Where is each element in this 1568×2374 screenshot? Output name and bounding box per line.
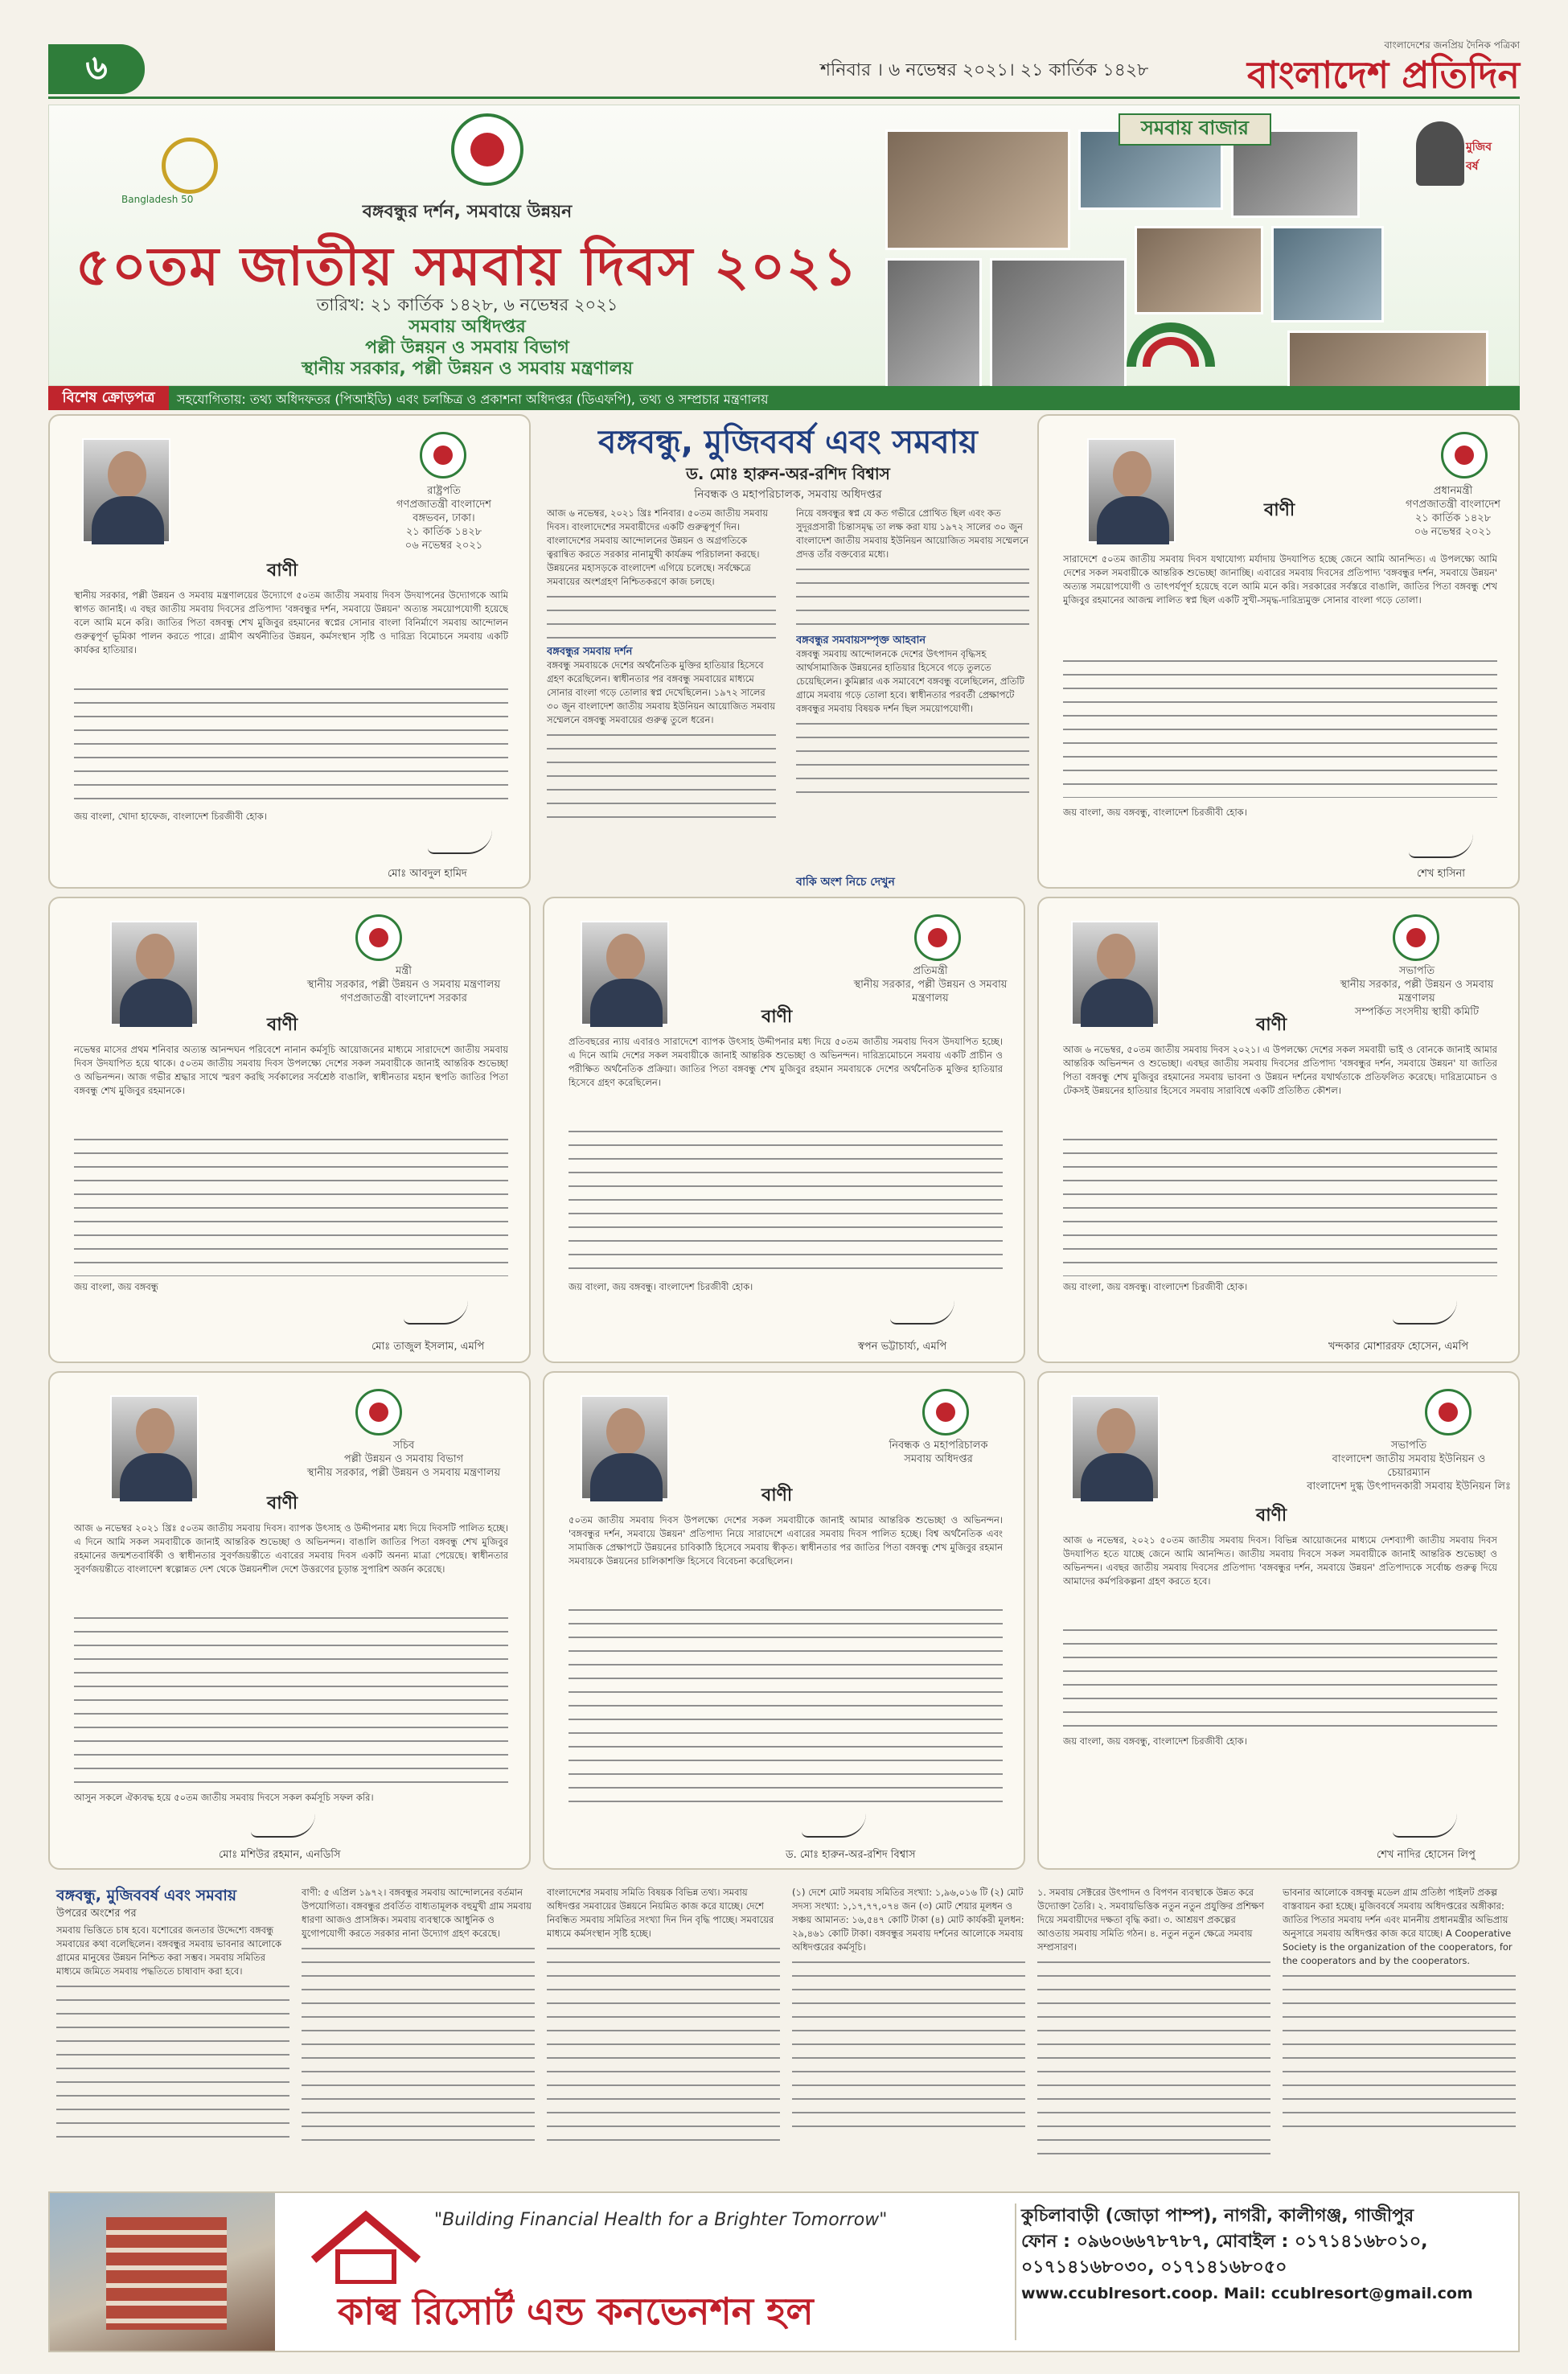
article-subhead: বঙ্গবন্ধুর সমবায়সম্পৃক্ত আহবান <box>796 635 926 647</box>
state-minister-photo <box>581 921 669 1025</box>
signature-mark-icon <box>1393 1300 1457 1325</box>
ad-divider <box>1015 2204 1016 2340</box>
cooperative-union-chair-photo <box>1071 1395 1160 1500</box>
bottom-article-paragraph: ১. সমবায় সেক্টরের উৎপাদন ও বিপণন ব্যবস্থাকে উন্নত করে উদ্যোক্তা তৈরি। ২. সমবায়ভিত্তিক নতুন নতুন প্রযুক্তির প্রশিক্ষণ দিয়ে সমবায়ীদের দক্ষতা বৃদ্ধি করা। ৩. আশ্রয়ণ প্রকল্পের আওতায় সমবায় সমিতি গঠন। ৪. নতুন নতুন ক্ষেত্রে সমবায় সম্প্রসারণ। <box>1037 1887 1265 1953</box>
bottom-article-paragraph: বাংলাদেশের সমবায় সমিতি বিষয়ক বিভিন্ন তথ্য। সমবায় অধিদপ্তর সমবায়ের উন্নয়নে নিয়মিত কাজ করে যাচ্ছে। দেশে নিবন্ধিত সমবায় সমিতির সংখ্যা দিন দিন বৃদ্ধি পাচ্ছে। সমবায়ের মাধ্যমে কর্মসংস্থান সৃষ্টি হচ্ছে। <box>547 1887 774 1939</box>
parliamentary-chair-signature: খন্দকার মোশাররফ হোসেন, এমপি <box>1328 1341 1469 1353</box>
brand-name: বাংলাদেশ প্রতিদিন <box>1246 53 1520 97</box>
text-lines <box>792 1954 1025 2139</box>
state-minister-seal-icon <box>914 914 961 961</box>
secretary-message-body: আজ ৬ নভেম্বর ২০২১ খ্রিঃ ৫০তম জাতীয় সমবায় দিবস। ব্যাপক উৎসাহ ও উদ্দীপনার মধ্য দিয়ে দিবসটি পালিত হচ্ছে। এ দিনে আমি সকল সমবায়ীকে জানাই আন্তরিক শুভেচ্ছা ও অভিনন্দন। বাঙালি জাতির পিতা বঙ্গবন্ধু শেখ মুজিবুর রহমানের জন্মশতবার্ষিকী ও স্বাধীনতার সুবর্ণজয়ন্তীতে এবারের সমবায় দিবস একটি অনন্য মাত্রা পেয়েছে। স্বাধীনতার সুবর্ণজয়ন্তীতে বাংলাদেশ স্বল্পোন্নত দেশ থেকে উন্নয়নশীল দেশে উত্তরণের চূড়ান্ত সুপারিশ অর্জন করেছে। <box>74 1522 508 1575</box>
title-line: রাষ্ট্রপতি <box>427 485 461 497</box>
banner-org-3: স্থানীয় সরকার, পল্লী উন্নয়ন ও সমবায় মন্ত্রণালয় <box>302 359 633 379</box>
portrait-icon <box>1416 121 1464 186</box>
title-line: সম্পর্কিত সংসদীয় স্থায়ী কমিটি <box>1354 1006 1480 1018</box>
bani-heading: বাণী <box>267 1493 298 1514</box>
collage-photo <box>1271 226 1384 322</box>
registrar-signature: ড. মোঃ হারুন-অর-রশিদ বিশ্বাস <box>786 1849 916 1861</box>
president-seal-icon <box>420 432 466 478</box>
article-title: বঙ্গবন্ধু, মুজিববর্ষ এবং সমবায় <box>598 424 978 461</box>
title-line: সভাপতি <box>1390 1440 1427 1452</box>
text-lines <box>302 1941 535 2142</box>
parliamentary-chair-footer: জয় বাংলা, জয় বঙ্গবন্ধু। বাংলাদেশ চিরজীবী হোক। <box>1063 1281 1248 1292</box>
title-line: স্থানীয় সরকার, পল্লী উন্নয়ন ও সমবায় মন্ত্রণালয় <box>306 979 501 991</box>
cooperative-union-title <box>1296 1439 1520 1493</box>
signature-mark-icon <box>251 1813 315 1838</box>
title-line: সমবায় অধিদপ্তর <box>904 1453 973 1465</box>
pm-message-body: সারাদেশে ৫০তম জাতীয় সমবায় দিবস যথাযোগ্য মর্যাদায় উদযাপিত হচ্ছে জেনে আমি আনন্দিত। এ উপলক্ষ্যে আমি দেশের সকল সমবায়ীকে আন্তরিক শুভেচ্ছা জানাচ্ছি। এবারের সমবায় দিবসের প্রতিপাদ্য 'বঙ্গবন্ধুর দর্শন, সমবায়ে উন্নয়ন' অত্যন্ত সময়োপযোগী ও তাৎপর্যপূর্ণ হয়েছে বলে আমি মনে করি। সরকারের সর্বস্তরে বাঙালি, জাতির পিতা বঙ্গবন্ধু শেখ মুজিবুর রহমানের আজন্ম লালিত স্বপ্ন ছিল একটি সুখী-সমৃদ্ধ-দারিদ্র্যমুক্ত সোনার বাংলা গড়ে তোলা। <box>1063 553 1497 606</box>
text-lines <box>569 1123 1003 1276</box>
banner-title: ৫০তম জাতীয় সমবায় দিবস ২০২১ <box>76 236 859 298</box>
parliamentary-chair-photo <box>1071 921 1160 1025</box>
bottom-article-title: বঙ্গবন্ধু, মুজিববর্ষ এবং সমবায় <box>56 1887 237 1904</box>
title-line: সভাপতি <box>1398 965 1435 977</box>
minister-photo <box>110 921 199 1025</box>
collage-photo-bangabandhu <box>990 258 1127 395</box>
text-lines <box>74 1132 508 1276</box>
signature-mark-icon <box>1409 834 1473 858</box>
title-line: চেয়ারম্যান <box>1387 1467 1430 1479</box>
article-continued: বাকি অংশ নিচে দেখুন <box>796 876 895 889</box>
bottom-article-column <box>56 1924 289 2181</box>
bottom-article-paragraph: বাণী: ৫ এপ্রিল ১৯৭২। বঙ্গবন্ধুর সমবায় আন্দোলনের বর্তমান উপযোগিতা। বঙ্গবন্ধুর প্রবর্তিত বাধ্যতামূলক বহুমুখী গ্রাম সমবায় ধারণা আজও প্রাসঙ্গিক। সমবায় ব্যবস্থাকে আধুনিক ও যুগোপযোগী করতে সরকার নানা উদ্যোগ গ্রহণ করেছে। <box>302 1887 532 1939</box>
title-line: বঙ্গভবন, ঢাকা। <box>413 512 475 524</box>
text-lines <box>74 1610 508 1787</box>
dateline: শনিবার । ৬ নভেম্বর ২০২১। ২১ কার্তিক ১৪২৮ <box>820 60 1149 80</box>
signature-mark-icon <box>428 830 492 854</box>
state-minister-message-card <box>543 897 1025 1363</box>
bottom-article-paragraph: (১) দেশে মোট সমবায় সমিতির সংখ্যা: ১,৯৬,০১৬ টি (২) মোট সদস্য সংখ্যা: ১,১৭,৭৭,০৭৪ জন (৩) মোট শেয়ার মূলধন ও সঞ্চয় আমানত: ১৬,৫৪৭ কোটি টাকা (৪) মোট কার্যকরী মূলধন: ২৯,৪৬১ কোটি টাকা। বঙ্গবন্ধুর সমবায় দর্শনের আলোকে সমবায় অধিদপ্তরের কর্মসূচি। <box>792 1887 1024 1953</box>
cooperative-union-seal-icon <box>1425 1389 1472 1435</box>
title-line: বাংলাদেশ জাতীয় সমবায় ইউনিয়ন ও <box>1332 1453 1486 1465</box>
cooperative-union-message-body: আজ ৬ নভেম্বর, ২০২১ ৫০তম জাতীয় সমবায় দিবস। বিভিন্ন আয়োজনের মাধ্যমে দেশব্যাপী জাতীয় সমবায় দিবস উদযাপিত হতে যাচ্ছে জেনে আমি আনন্দিত। জাতীয় সমবায় দিবসে সকল সমবায়ীকে জানাই আন্তরিক শুভেচ্ছা ও অভিনন্দন। এবছর জাতীয় সমবায় দিবসের প্রতিপাদ্য 'বঙ্গবন্ধুর দর্শন, সমবায়ে উন্নয়ন' প্রতিপাদ্যকে সর্বোচ্চ গুরুত্ব দিয়ে আমাদের কর্মপরিকল্পনা গ্রহণ করতে হবে। <box>1063 1534 1497 1587</box>
collage-photo <box>885 258 982 395</box>
bottom-article-paragraph: সমবায় ভিত্তিতে চাষ হবে। যশোরের জনতার উদ্দেশ্যে বঙ্গবন্ধু সমবায়ের কথা বলেছিলেন। বঙ্গবন্ধুর সমবায় ভাবনার আলোকে গ্রামের মানুষের উন্নয়ন নিশ্চিত করা সম্ভব। সমবায় সমিতির মাধ্যমে জমিতে সমবায় পদ্ধতিতে চাষাবাদ করা হবে। <box>56 1924 282 1977</box>
bani-heading: বাণী <box>267 1015 298 1035</box>
text-lines <box>547 727 776 824</box>
state-minister-footer: জয় বাংলা, জয় বঙ্গবন্ধু। বাংলাদেশ চিরজীবী হোক। <box>569 1281 753 1292</box>
title-line: সচিব <box>392 1440 415 1452</box>
state-minister-message-body: প্রতিবছরের ন্যায় এবারও সারাদেশে ব্যাপক উৎসাহ উদ্দীপনার মধ্য দিয়ে ৫০তম জাতীয় সমবায় দিবস উদযাপিত হচ্ছে। এ দিনে আমি দেশের সকল সমবায়ীকে জানাই আন্তরিক শুভেচ্ছা ও অভিনন্দন। দারিদ্র্যমোচনে সমবায় একটি প্রাচীন ও পরীক্ষিত অর্থনৈতিক প্রক্রিয়া। জাতির পিতা বঙ্গবন্ধু শেখ মুজিবুর রহমান সমবায়কে দেশের অর্থনৈতিক মুক্তির হাতিয়ার হিসেবে গ্রহণ করেছিলেন। <box>569 1036 1003 1088</box>
text-lines <box>1283 1968 1516 2129</box>
pm-photo <box>1087 438 1176 543</box>
collage-photo <box>1287 331 1488 395</box>
parliamentary-chair-title <box>1320 964 1513 1019</box>
minister-message-body: নভেম্বর মাসের প্রথম শনিবার অত্যন্ত আনন্দঘন পরিবেশে নানান কর্মসূচি আয়োজনের মাধ্যমে সারাদেশে জাতীয় সমবায় দিবস উদযাপিত হয়ে থাকে। ৫০তম জাতীয় সমবায় দিবস উপলক্ষ্যে দেশের সকল সমবায়ীকে জানাই আন্তরিক শুভেচ্ছা ও অভিনন্দন। আজ গভীর শ্রদ্ধার সাথে স্মরণ করছি সর্বকালের সর্বশ্রেষ্ঠ বাঙালি, স্বাধীনতার মহান স্থপতি জাতির পিতা বঙ্গবন্ধু শেখ মুজিবুর রহমানকে। <box>74 1044 508 1096</box>
president-message-card <box>48 414 531 889</box>
title-line: স্থানীয় সরকার, পল্লী উন্নয়ন ও সমবায় মন্ত্রণালয় <box>1340 979 1494 1004</box>
bani-heading: বাণী <box>267 561 298 581</box>
president-footer: জয় বাংলা, খোদা হাফেজ, বাংলাদেশ চিরজীবী হোক। <box>74 811 267 822</box>
bottom-article-column <box>792 1886 1025 2183</box>
collage-photo <box>1135 226 1263 314</box>
logo-ring-icon <box>162 138 218 194</box>
resort-building-photo <box>50 2193 275 2351</box>
supplement-banner <box>48 105 1520 386</box>
title-line: মন্ত্রী <box>396 965 412 977</box>
text-lines <box>1037 1954 1270 2155</box>
president-photo <box>82 438 170 543</box>
secretary-seal-icon <box>355 1389 402 1435</box>
pm-title <box>1385 484 1520 539</box>
article-paragraph: নিয়ে বঙ্গবন্ধুর স্বপ্ন যে কত গভীরে প্রোথিত ছিল এবং কত সুদূরপ্রসারী চিন্তাসমৃদ্ধ তা লক্ষ করা যায় ১৯৭২ সালের ৩০ জুন বাংলাদেশ জাতীয় সমবায় ইউনিয়ন আয়োজিত সমবায় সম্মেলনে প্রদত্ত তাঁর বক্তব্যের মধ্যে। <box>796 507 1029 560</box>
president-title <box>363 484 524 552</box>
text-lines <box>569 1602 1003 1803</box>
text-lines <box>1063 1622 1497 1727</box>
parliamentary-chair-message-body: আজ ৬ নভেম্বর, ৫০তম জাতীয় সমবায় দিবস ২০২১। এ উপলক্ষ্যে দেশের সকল সমবায়ী ভাই ও বোনকে জানাই আমার আন্তরিক অভিনন্দন ও শুভেচ্ছা। এবছর জাতীয় সমবায় দিবসের প্রতিপাদ্য 'বঙ্গবন্ধুর দর্শন, সমবায়ে উন্নয়ন' যা জাতির পিতা বঙ্গবন্ধু শেখ মুজিবুর রহমানের সমবায় ভাবনা ও উন্নয়ন দর্শনের যথার্থতাকে প্রতিফলিত করেছে। দারিদ্র্যমোচন ও টেকসই উন্নয়নের হাতিয়ার হিসেবে সমবায় সারাবিশ্বে একটি প্রতিষ্ঠিত কৌশল। <box>1063 1044 1497 1096</box>
ad-phone-2: ০১৭১৪১৬৮০৩০, ০১৭১৪১৬৮০৫০ <box>1021 2257 1287 2277</box>
pm-message-card <box>1037 414 1520 889</box>
article-paragraph: আজ ৬ নভেম্বর, ২০২১ খ্রিঃ শনিবার। ৫০তম জাতীয় সমবায় দিবস। বাংলাদেশের সমবায়ীদের একটি গুরুত্বপূর্ণ দিন। বাংলাদেশের সমবায় আন্দোলনের উন্নয়ন ও অগ্রগতিকে ত্বরান্বিত করতে সরকার নানামুখী কার্যক্রম পরিচালনা করছে। উন্নয়নের মহাসড়কে বাংলাদেশ এগিয়ে চলেছে। সর্বক্ষেত্রে সমবায়ের অংশগ্রহণ নিশ্চিতকরণে কাজ চলছে। <box>547 507 768 587</box>
cooperative-union-signature: শেখ নাদির হোসেন লিপু <box>1377 1849 1476 1861</box>
banner-org-1: সমবায় অধিদপ্তর <box>408 317 526 337</box>
article-column-1 <box>547 507 776 885</box>
pm-seal-icon <box>1441 432 1488 478</box>
signature-mark-icon <box>802 1813 866 1838</box>
bani-heading: বাণী <box>761 1007 793 1027</box>
cooperation-credit: সহযোগিতায়: তথ্য অধিদফতর (পিআইডি) এবং চলচ্চিত্র ও প্রকাশনা অধিদপ্তর (ডিএফপি), তথ্য ও সম্প্রচার মন্ত্রণালয় <box>177 392 769 407</box>
newspaper-brand <box>1247 39 1520 95</box>
title-line: স্থানীয় সরকার, পল্লী উন্নয়ন ও সমবায় মন্ত্রণালয় <box>306 1467 501 1479</box>
bani-heading: বাণী <box>1264 500 1295 520</box>
bani-heading: বাণী <box>1256 1015 1287 1035</box>
signature-mark-icon <box>1393 1813 1457 1838</box>
parliament-seal-icon <box>1393 914 1439 961</box>
logo50-text: Bangladesh 50 <box>121 194 194 205</box>
title-line: গণপ্রজাতন্ত্রী বাংলাদেশ <box>396 499 491 511</box>
article-paragraph: বঙ্গবন্ধু সমবায়কে দেশের অর্থনৈতিক মুক্তির হাতিয়ার হিসেবে গ্রহণ করেছিলেন। স্বাধীনতার পর বঙ্গবন্ধু সমবায়ের মাধ্যমে সোনার বাংলা গড়ে তোলার স্বপ্ন দেখেছিলেন। ১৯৭২ সালের ৩০ জুন বাংলাদেশ জাতীয় সমবায় ইউনিয়ন আয়োজিত সমবায় সম্মেলনে বঙ্গবন্ধু সমবায়ের গুরুত্ব তুলে ধরেন। <box>547 659 776 725</box>
bani-heading: বাণী <box>1256 1505 1287 1526</box>
signature-mark-icon <box>890 1300 954 1325</box>
title-line: গণপ্রজাতন্ত্রী বাংলাদেশ <box>1406 499 1500 511</box>
text-lines <box>796 561 1029 634</box>
title-line: ২১ কার্তিক ১৪২৮ <box>405 526 482 538</box>
cooperative-union-message-card <box>1037 1371 1520 1870</box>
text-lines <box>547 1941 780 2150</box>
text-lines <box>1063 1132 1497 1276</box>
article-subhead: বঙ্গবন্ধুর সমবায় দর্শন <box>547 646 633 658</box>
bottom-article-column <box>1037 1886 1270 2183</box>
bani-heading: বাণী <box>761 1485 793 1505</box>
title-line: ২১ কার্তিক ১৪২৮ <box>1414 512 1492 524</box>
ad-address: কুচিলাবাড়ী (জোড়া পাম্প), নাগরী, কালীগঞ্জ, গাজীপুর <box>1021 2206 1414 2226</box>
mujib-borsho-badge <box>1416 121 1504 194</box>
title-line: গণপ্রজাতন্ত্রী বাংলাদেশ সরকার <box>340 992 467 1004</box>
secretary-title <box>291 1439 516 1480</box>
registrar-title <box>850 1439 1025 1466</box>
minister-seal-icon <box>355 914 402 961</box>
article-author: ড. মোঃ হারুন-অর-রশিদ বিশ্বাস <box>686 464 890 483</box>
bottom-article-paragraph: ভাবনার আলোকে বঙ্গবন্ধু মডেল গ্রাম প্রতিষ্ঠা পাইলট প্রকল্প বাস্তবায়ন করা হচ্ছে। মুজিববর্ষে সমবায় অধিদপ্তরের অঙ্গীকার: জাতির পিতার সমবায় দর্শন এবং মাননীয় প্রধানমন্ত্রীর অভিপ্রায় অনুসারে সমবায় অধিদপ্তর কাজ করে যাচ্ছে। A Cooperative Society is the organization of the cooperators, for the cooperators and by the cooperators. <box>1283 1887 1513 1966</box>
pm-signature: শেখ হাসিনা <box>1417 868 1466 880</box>
president-signature: মোঃ আবদুল হামিদ <box>388 868 467 880</box>
special-supplement-bar <box>48 386 1520 410</box>
state-minister-signature: স্বপন ভট্টাচার্য্য, এমপি <box>858 1341 947 1353</box>
article-column-2 <box>796 507 1029 885</box>
title-line: প্রতিমন্ত্রী <box>913 965 948 977</box>
ad-slogan: "Building Financial Health for a Brighter Tomorrow" <box>434 2210 888 2230</box>
secretary-signature: মোঃ মশিউর রহমান, এনডিসি <box>219 1849 341 1861</box>
minister-title <box>291 964 516 1005</box>
minister-footer: জয় বাংলা, জয় বঙ্গবন্ধু <box>74 1281 158 1292</box>
registrar-photo <box>581 1395 669 1500</box>
house-roof-icon <box>306 2204 426 2284</box>
banner-subtitle: বঙ্গবন্ধুর দর্শন, সমবায়ে উন্নয়ন <box>362 202 573 222</box>
title-line: নিবন্ধক ও মহাপরিচালক <box>889 1440 988 1452</box>
special-supplement-label: বিশেষ ক্রোড়পত্র <box>48 386 169 410</box>
text-lines <box>796 716 1029 796</box>
title-line: ০৬ নভেম্বর ২০২১ <box>1414 526 1492 538</box>
article-paragraph: বঙ্গবন্ধু সমবায় আন্দোলনকে দেশের উৎপাদন বৃদ্ধিসহ আর্থসামাজিক উন্নয়নের হাতিয়ার হিসেবে গড়ে তুলতে চেয়েছিলেন। কুমিল্লার এক সমাবেশে বঙ্গবন্ধু বলেছিলেন, প্রতিটি গ্রামে সমবায় গড়ে তোলা হবে। স্বাধীনতার পরবর্তী প্রেক্ষাপটে বঙ্গবন্ধুর সমবায় বিষয়ক দর্শন ছিল সময়োপযোগী। <box>796 648 1024 714</box>
ad-web[interactable]: www.ccublresort.coop. Mail: ccublresort@gmail.com <box>1021 2285 1473 2302</box>
bottom-article-column <box>547 1886 780 2183</box>
article-author-role: নিবন্ধক ও মহাপরিচালক, সমবায় অধিদপ্তর <box>694 488 882 501</box>
government-seal-icon <box>451 113 523 186</box>
page-number: ৬ <box>48 44 145 94</box>
text-lines <box>74 681 508 802</box>
bottom-article-column <box>302 1886 535 2183</box>
text-lines <box>547 589 776 645</box>
secretary-footer: আসুন সকলে ঐক্যবদ্ধ হয়ে ৫০তম জাতীয় সমবায় দিবসে সকল কর্মসূচি সফল করি। <box>74 1792 374 1803</box>
masthead-divider <box>48 97 1520 99</box>
ad-resort-name: কাল্ব রিসোর্ট এন্ড কনভেনশন হল <box>338 2290 814 2333</box>
banner-org-2: পল্লী উন্নয়ন ও সমবায় বিভাগ <box>365 338 569 358</box>
cooperative-union-footer: জয় বাংলা, জয় বঙ্গবন্ধু, বাংলাদেশ চিরজীবী হোক। <box>1063 1735 1247 1747</box>
minister-message-card <box>48 897 531 1363</box>
signature-mark-icon <box>404 1300 468 1325</box>
collage-photo <box>885 129 1070 250</box>
secretary-message-card <box>48 1371 531 1870</box>
president-message-body: স্থানীয় সরকার, পল্লী উন্নয়ন ও সমবায় মন্ত্রণালয়ের উদ্যোগে ৫০তম জাতীয় সমবায় দিবস উদযাপনের উদ্যোগকে আমি স্বাগত জানাই। এ বছর জাতীয় সমবায় দিবসের প্রতিপাদ্য 'বঙ্গবন্ধুর দর্শন, সমবায়ে উন্নয়ন' অত্যন্ত সময়োপযোগী হয়েছে বলে আমি মনে করি। জাতির পিতা বঙ্গবন্ধু শেখ মুজিবুর রহমানের স্বপ্নের সোনার বাংলা বিনির্মাণে সমবায় আন্দোলন গুরুত্বপূর্ণ ভূমিকা পালন করতে পারে। গ্রামীণ অর্থনীতির উন্নয়ন, কর্মসংস্থান সৃষ্টি ও দারিদ্র্য বিমোচনে সমবায় একটি কার্যকর হাতিয়ার। <box>74 589 508 655</box>
title-line: স্থানীয় সরকার, পল্লী উন্নয়ন ও সমবায় মন্ত্রণালয় <box>853 979 1008 1004</box>
cooperative-dept-seal-icon <box>922 1389 969 1435</box>
title-line: বাংলাদেশ দুগ্ধ উৎপাদনকারী সমবায় ইউনিয়ন লিঃ <box>1307 1481 1511 1493</box>
title-line: পল্লী উন্নয়ন ও সমবায় বিভাগ <box>343 1453 464 1465</box>
registrar-message-card <box>543 1371 1025 1870</box>
mujib-label: মুজিব বর্ষ <box>1466 141 1492 173</box>
minister-signature: মোঃ তাজুল ইসলাম, এমপি <box>371 1341 485 1353</box>
bottom-article-column <box>1283 1886 1516 2183</box>
text-lines <box>56 1978 289 2139</box>
ad-contact-info <box>1021 2204 1512 2306</box>
title-line: প্রধানমন্ত্রী <box>1433 485 1473 497</box>
title-line: ০৬ নভেম্বর ২০২১ <box>404 540 483 552</box>
brand-tagline: বাংলাদেশের জনপ্রিয় দৈনিক পত্রিকা <box>1384 39 1520 51</box>
state-minister-title <box>834 964 1025 1005</box>
text-lines <box>1063 653 1497 798</box>
ad-phone: ফোন : ০৯৬০৬৬৭৮৭৮৭, মোবাইল : ০১৭১৪১৬৮০১০, <box>1021 2232 1428 2252</box>
pm-footer: জয় বাংলা, জয় বঙ্গবন্ধু, বাংলাদেশ চিরজীবী হোক। <box>1063 807 1247 818</box>
parliamentary-chair-message-card <box>1037 897 1520 1363</box>
samabay-bazar-label: সমবায় বাজার <box>1119 113 1271 146</box>
banner-date: তারিখ: ২১ কার্তিক ১৪২৮, ৬ নভেম্বর ২০২১ <box>316 295 618 314</box>
registrar-message-body: ৫০তম জাতীয় সমবায় দিবস উপলক্ষ্যে দেশের সকল সমবায়ীকে জানাই আমার আন্তরিক শুভেচ্ছা ও অভিনন্দন। 'বঙ্গবন্ধুর দর্শন, সমবায়ে উন্নয়ন' প্রতিপাদ্য নিয়ে সারাদেশে এবারের সমবায় দিবস পালিত হচ্ছে। বিশ্ব অর্থনৈতিক এবং সামাজিক প্রেক্ষাপটে উন্নয়নের চাবিকাঠি হিসেবে সমবায় স্বীকৃত। স্বাধীনতার পর জাতির পিতা বঙ্গবন্ধু শেখ মুজিবুর রহমান সমবায়কে উন্নয়নের চালিকাশক্তি হিসেবে বিবেচনা করেছিলেন। <box>569 1514 1003 1567</box>
bottom-article-continued: উপরের অংশের পর <box>56 1908 137 1920</box>
secretary-photo <box>110 1395 199 1500</box>
